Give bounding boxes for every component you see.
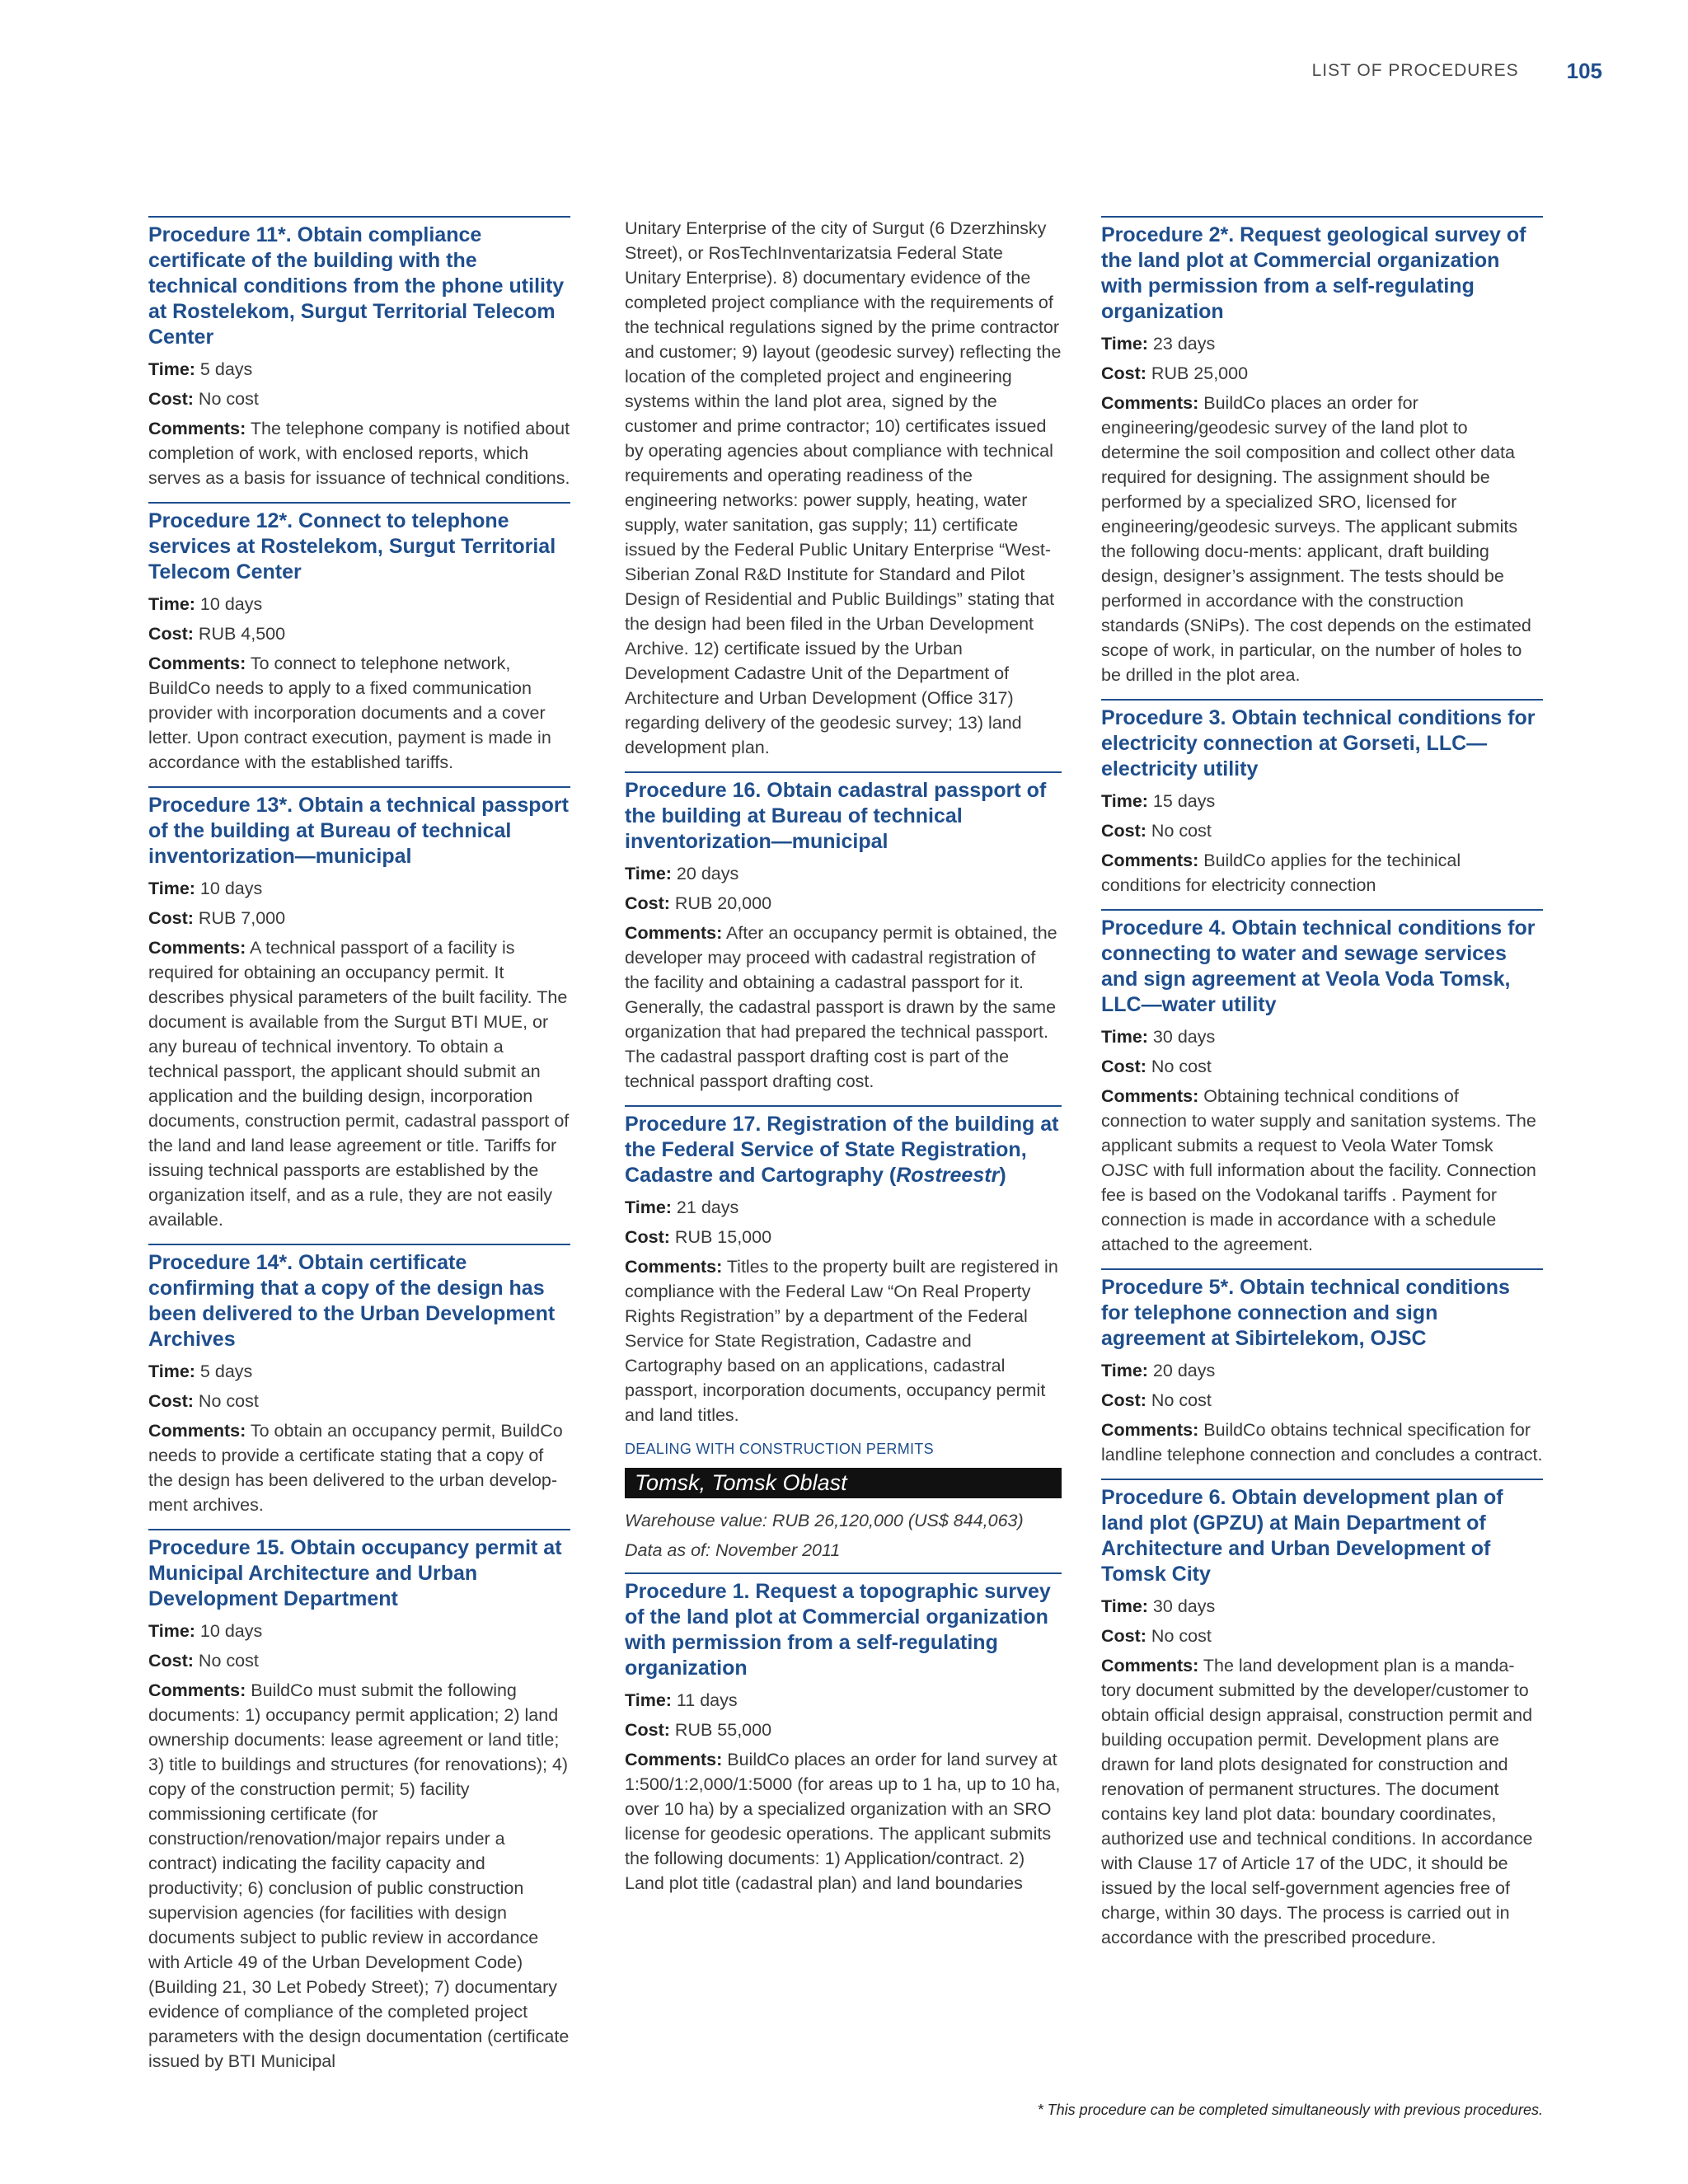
procedure-1 xyxy=(625,1572,1062,1896)
time-label: Time: xyxy=(625,1690,672,1710)
procedure-time xyxy=(1101,1024,1543,1049)
procedure-comments xyxy=(1101,391,1543,687)
comments-text: After an occupancy permit is obtained, the developer may proceed with cadastral registration of the facility and obtaining a cadastral passport for it. Generally, the cadastral passport is drawn by the same organization that had prepared the technical passport. The cadastral passport drafting cost is part of the technical passport drafting cost. xyxy=(625,923,1057,1091)
time-value: 15 days xyxy=(1147,791,1216,811)
city-banner: Tomsk, Tomsk Oblast xyxy=(625,1468,1062,1498)
procedure-time xyxy=(148,592,570,616)
cost-value: No cost xyxy=(1146,1057,1212,1076)
procedure-cost xyxy=(625,891,1062,916)
comments-label: Comments: xyxy=(1101,1086,1199,1106)
cost-value: No cost xyxy=(193,389,259,409)
time-label: Time: xyxy=(625,1197,672,1217)
procedure-15 xyxy=(148,1529,570,2074)
procedure-14 xyxy=(148,1244,570,1517)
time-value: 10 days xyxy=(195,594,263,614)
cost-value: No cost xyxy=(1146,1390,1212,1410)
procedure-cost xyxy=(1101,361,1543,386)
cost-value: RUB 7,000 xyxy=(193,908,286,928)
time-value: 20 days xyxy=(671,864,739,883)
procedure-17 xyxy=(625,1105,1062,1427)
cost-label: Cost: xyxy=(148,389,194,409)
procedure-time xyxy=(148,357,570,382)
procedure-time xyxy=(1101,331,1543,356)
time-value: 23 days xyxy=(1147,334,1216,354)
time-label: Time: xyxy=(148,1361,195,1381)
procedure-time xyxy=(625,861,1062,886)
column-3 xyxy=(1101,216,1543,1961)
procedure-title: Procedure 1. Request a topographic survey of the land plot at Commercial organization with permission from a self-regulating organization xyxy=(625,1580,1051,1680)
procedure-title: Procedure 15. Obtain occupancy permit at Municipal Architecture and Urban Development Department xyxy=(148,1536,562,1610)
procedure-title: Procedure 12*. Connect to telephone services at Rostelekom, Surgut Territorial Telecom Center xyxy=(148,509,556,583)
procedure-3 xyxy=(1101,699,1543,898)
procedure-comments xyxy=(1101,1653,1543,1950)
cost-value: RUB 25,000 xyxy=(1146,363,1249,383)
comments-text: BuildCo applies for the techinical conditions for electricity connection xyxy=(1101,851,1461,895)
time-value: 20 days xyxy=(1147,1361,1216,1380)
procedure-16 xyxy=(625,771,1062,1094)
procedure-4 xyxy=(1101,909,1543,1257)
comments-text: To connect to telephone network, BuildCo needs to apply to a fixed communication provider with incorporation documents and a cover letter. Upon contract execution, payment is made in accordance with the established tariffs. xyxy=(148,654,551,772)
time-label: Time: xyxy=(1101,334,1148,354)
cost-label: Cost: xyxy=(1101,821,1146,841)
cost-value: RUB 55,000 xyxy=(669,1720,772,1740)
cost-label: Cost: xyxy=(1101,363,1146,383)
procedure-comments xyxy=(625,921,1062,1094)
title-italic: Rostreestr xyxy=(896,1164,1000,1187)
comments-text: Obtaining technical conditions of connection to water supply and sanitation systems. The applicant submits a request to Veola Water Tomsk OJSC with full information about the facility. Connection fee is based on the Vodokanal tariffs . Payment for connection is made in accordance with a schedule attached to the agreement. xyxy=(1101,1086,1536,1254)
procedure-time xyxy=(148,1619,570,1643)
section-name: LIST OF PROCEDURES xyxy=(1311,61,1519,80)
page-number: 105 xyxy=(1566,58,1602,83)
procedure-cost xyxy=(148,621,570,646)
procedure-title: Procedure 13*. Obtain a technical passport of the building at Bureau of technical inventorization—municipal xyxy=(148,794,569,868)
procedure-title: Procedure 4. Obtain technical conditions for connecting to water and sewage services and sign agreement at Veola Voda Tomsk, LLC—water utility xyxy=(1101,916,1536,1016)
procedure-5 xyxy=(1101,1268,1543,1467)
comments-label: Comments: xyxy=(625,1257,723,1277)
procedure-cost xyxy=(148,1648,570,1673)
procedure-comments xyxy=(625,1254,1062,1427)
page-header xyxy=(1312,54,1602,87)
time-label: Time: xyxy=(1101,791,1148,811)
comments-label: Comments: xyxy=(1101,1656,1199,1675)
procedure-comments xyxy=(625,1747,1062,1896)
procedure-12 xyxy=(148,502,570,775)
cost-label: Cost: xyxy=(625,893,670,913)
procedure-time xyxy=(148,876,570,901)
comments-label: Comments: xyxy=(625,1750,723,1769)
comments-label: Comments: xyxy=(1101,851,1199,870)
cost-label: Cost: xyxy=(148,1391,194,1411)
time-value: 5 days xyxy=(195,1361,253,1381)
comments-text: To obtain an occupancy permit, BuildCo needs to provide a certificate stating that a copy of the design has been delivered to the urban develop-ment archives. xyxy=(148,1421,563,1515)
time-label: Time: xyxy=(148,1621,195,1641)
procedure-title: Procedure 16. Obtain cadastral passport of the building at Bureau of technical inventorization—municipal xyxy=(625,779,1047,853)
cost-label: Cost: xyxy=(148,1651,194,1671)
time-value: 30 days xyxy=(1147,1027,1216,1047)
time-value: 11 days xyxy=(671,1690,738,1710)
time-value: 30 days xyxy=(1147,1596,1216,1616)
procedure-cost xyxy=(148,387,570,411)
procedure-11 xyxy=(148,216,570,490)
time-label: Time: xyxy=(1101,1027,1148,1047)
cost-value: RUB 4,500 xyxy=(193,624,286,644)
procedure-time xyxy=(625,1195,1062,1220)
cost-value: No cost xyxy=(1146,821,1212,841)
procedure-comments xyxy=(148,1678,570,2074)
cost-label: Cost: xyxy=(1101,1390,1146,1410)
section-label: DEALING WITH CONSTRUCTION PERMITS xyxy=(625,1441,934,1457)
procedure-comments xyxy=(148,651,570,775)
title-end: ) xyxy=(999,1164,1006,1187)
procedure-2 xyxy=(1101,216,1543,687)
time-label: Time: xyxy=(148,359,195,379)
procedure-title: Procedure 2*. Request geological survey of the land plot at Commercial organization with permission from a self-regulating organization xyxy=(1101,223,1526,323)
time-value: 5 days xyxy=(195,359,253,379)
column-2 xyxy=(625,216,1062,1907)
cost-value: No cost xyxy=(1146,1626,1212,1646)
procedure-cost xyxy=(148,906,570,930)
procedure-title: Procedure 6. Obtain development plan of land plot (GPZU) at Main Department of Architecture and Urban Development of Tomsk City xyxy=(1101,1486,1503,1586)
procedure-title: Procedure 3. Obtain technical conditions for electricity connection at Gorseti, LLC—electricity utility xyxy=(1101,706,1536,780)
comments-label: Comments: xyxy=(625,923,723,943)
procedure-comments xyxy=(1101,848,1543,898)
procedure-6 xyxy=(1101,1479,1543,1950)
time-value: 10 days xyxy=(195,1621,263,1641)
procedure-cost xyxy=(625,1225,1062,1249)
title-text: Procedure 17. Registration of the building at the Federal Service of State Registration, Cadastre and Cartography ( xyxy=(625,1113,1059,1187)
time-value: 10 days xyxy=(195,879,263,898)
time-label: Time: xyxy=(148,879,195,898)
procedure-title xyxy=(625,1112,1062,1188)
comments-text: Titles to the property built are registered in compliance with the Federal Law “On Real Property Rights Registration” by a department of the Federal Service for State Registration, Cadastre and Cartography based on an applications, cadastral passport, incorporation documents, occupancy permit and land titles. xyxy=(625,1257,1058,1425)
comments-text: BuildCo obtains technical specification for landline telephone connection and concludes a contract. xyxy=(1101,1420,1543,1465)
procedure-time xyxy=(1101,1594,1543,1619)
procedure-title: Procedure 5*. Obtain technical conditions for telephone connection and sign agreement at Sibirtelekom, OJSC xyxy=(1101,1276,1510,1350)
comments-text: BuildCo places an order for engineering/geodesic survey of the land plot to determine the soil composition and collect other data required for designing. The assignment should be performed by a specialized SRO, licensed for engineering/geodesic surveys. The applicant submits the following docu-ments: applicant, draft building design, designer’s assignment. The tests should be performed in accordance with the construction standards (SNiPs). The cost depends on the estimated scope of work, in particular, on the number of holes to be drilled in the plot area. xyxy=(1101,393,1531,685)
comments-label: Comments: xyxy=(148,419,246,438)
procedure-comments xyxy=(1101,1418,1543,1467)
procedure-cost xyxy=(625,1718,1062,1742)
cost-label: Cost: xyxy=(625,1227,670,1247)
comments-text: The land development plan is a manda-tory document submitted by the developer/customer to obtain official design appraisal, construction permit and building occupation permit. Development plans are drawn for land plots designated for construction and renovation of permanent structures. The document contains key land plot data: boundary coordinates, authorized use and technical conditions. In accordance with Clause 17 of Article 17 of the UDC, it should be issued by the local self-government agencies free of charge, within 30 days. The process is carried out in accordance with the prescribed procedure. xyxy=(1101,1656,1533,1947)
comments-text: BuildCo must submit the following documents: 1) occupancy permit application; 2) land ownership documents: lease agreement or land title; 3) title to buildings and structures (for renovations); 4) copy of the construction permit; 5) facility commissioning certificate (for construction/renovation/major repairs under a contract) indicating the facility capacity and productivity; 6) conclusion of public construction supervision agencies (for facilities with design documents subject to public review in accordance with Article 49 of the Urban Development Code) (Building 21, 30 Let Pobedy Street); 7) documentary evidence of compliance of the completed project parameters with the design documentation (certificate issued by BTI Municipal xyxy=(148,1680,570,2071)
column-1 xyxy=(148,216,570,2085)
time-label: Time: xyxy=(1101,1361,1148,1380)
procedure-comments xyxy=(148,1418,570,1517)
comments-label: Comments: xyxy=(148,938,246,958)
comments-text: A technical passport of a facility is required for obtaining an occupancy permit. It describes physical parameters of the built facility. The document is available from the Surgut BTI MUE, or any bureau of technical inventory. To obtain a technical passport, the applicant should submit an application and the building design, incorporation documents, construction permit, cadastral passport of the land and land lease agreement or title. Tariffs for issuing technical passports are established by the organization itself, and as a rule, they are not easily available. xyxy=(148,938,570,1230)
procedure-cost xyxy=(1101,1054,1543,1079)
continuation-text: Unitary Enterprise of the city of Surgut (6 Dzerzhinsky Street), or RosTechInventarizatsia Federal State Unitary Enterprise). 8) documentary evidence of the completed project compliance with the requirements of the technical regulations signed by the prime contractor and customer; 9) layout (geodesic survey) reflecting the location of the completed project and engineering systems within the land plot area, signed by the customer and prime contractor; 10) certificates issued by operating agencies about compliance with technical requirements and operating readiness of the engineering networks: power supply, heating, water supply, water sanitation, gas supply; 11) certificate issued by the Federal Public Unitary Enterprise “West-Siberian Zonal R&D Institute for Standard and Pilot Design of Residential and Public Buildings” stating that the design had been filed in the Urban Development Archive. 12) certificate issued by the Urban Development Cadastre Unit of the Department of Architecture and Urban Development (Office 317) regarding delivery of the geodesic survey; 13) land development plan. xyxy=(625,218,1062,757)
cost-label: Cost: xyxy=(625,1720,670,1740)
procedure-comments xyxy=(148,416,570,490)
cost-value: No cost xyxy=(193,1651,259,1671)
time-label: Time: xyxy=(1101,1596,1148,1616)
procedure-comments xyxy=(148,935,570,1232)
procedure-13 xyxy=(148,786,570,1232)
procedure-time xyxy=(1101,1358,1543,1383)
footnote: * This procedure can be completed simultaneously with previous procedures. xyxy=(1037,2102,1543,2118)
cost-value: RUB 15,000 xyxy=(669,1227,772,1247)
cost-label: Cost: xyxy=(148,624,194,644)
cost-value: RUB 20,000 xyxy=(669,893,772,913)
procedure-cost xyxy=(1101,818,1543,843)
comments-label: Comments: xyxy=(148,1421,246,1441)
procedure-comments xyxy=(1101,1084,1543,1257)
procedure-cost xyxy=(1101,1388,1543,1413)
procedure-title: Procedure 14*. Obtain certificate confirming that a copy of the design has been delivered to the Urban Development Archives xyxy=(148,1251,556,1351)
procedure-time xyxy=(1101,789,1543,813)
comments-text: The telephone company is notified about completion of work, with enclosed reports, which serves as a basis for issuance of technical conditions. xyxy=(148,419,570,488)
comments-text: BuildCo places an order for land survey at 1:500/1:2,000/1:5000 (for areas up to 1 ha, up to 10 ha, over 10 ha) by a specialized organization with an SRO license for geodesic operations. The applicant submits the following documents: 1) Application/contract. 2) Land plot title (cadastral plan) and land boundaries xyxy=(625,1750,1061,1893)
procedure-time xyxy=(148,1359,570,1384)
time-label: Time: xyxy=(148,594,195,614)
warehouse-value: Warehouse value: RUB 26,120,000 (US$ 844,063) xyxy=(625,1511,1024,1530)
time-value: 21 days xyxy=(671,1197,739,1217)
cost-label: Cost: xyxy=(1101,1626,1146,1646)
procedure-cost xyxy=(148,1389,570,1413)
comments-label: Comments: xyxy=(1101,393,1199,413)
comments-label: Comments: xyxy=(148,654,246,673)
procedure-time xyxy=(625,1688,1062,1713)
data-as-of: Data as of: November 2011 xyxy=(625,1540,841,1560)
cost-label: Cost: xyxy=(1101,1057,1146,1076)
time-label: Time: xyxy=(625,864,672,883)
cost-label: Cost: xyxy=(148,908,194,928)
comments-label: Comments: xyxy=(148,1680,246,1700)
procedure-cost xyxy=(1101,1624,1543,1648)
procedure-title: Procedure 11*. Obtain compliance certificate of the building with the technical conditions from the phone utility at Rostelekom, Surgut Territorial Telecom Center xyxy=(148,223,565,349)
comments-label: Comments: xyxy=(1101,1420,1199,1440)
cost-value: No cost xyxy=(193,1391,259,1411)
